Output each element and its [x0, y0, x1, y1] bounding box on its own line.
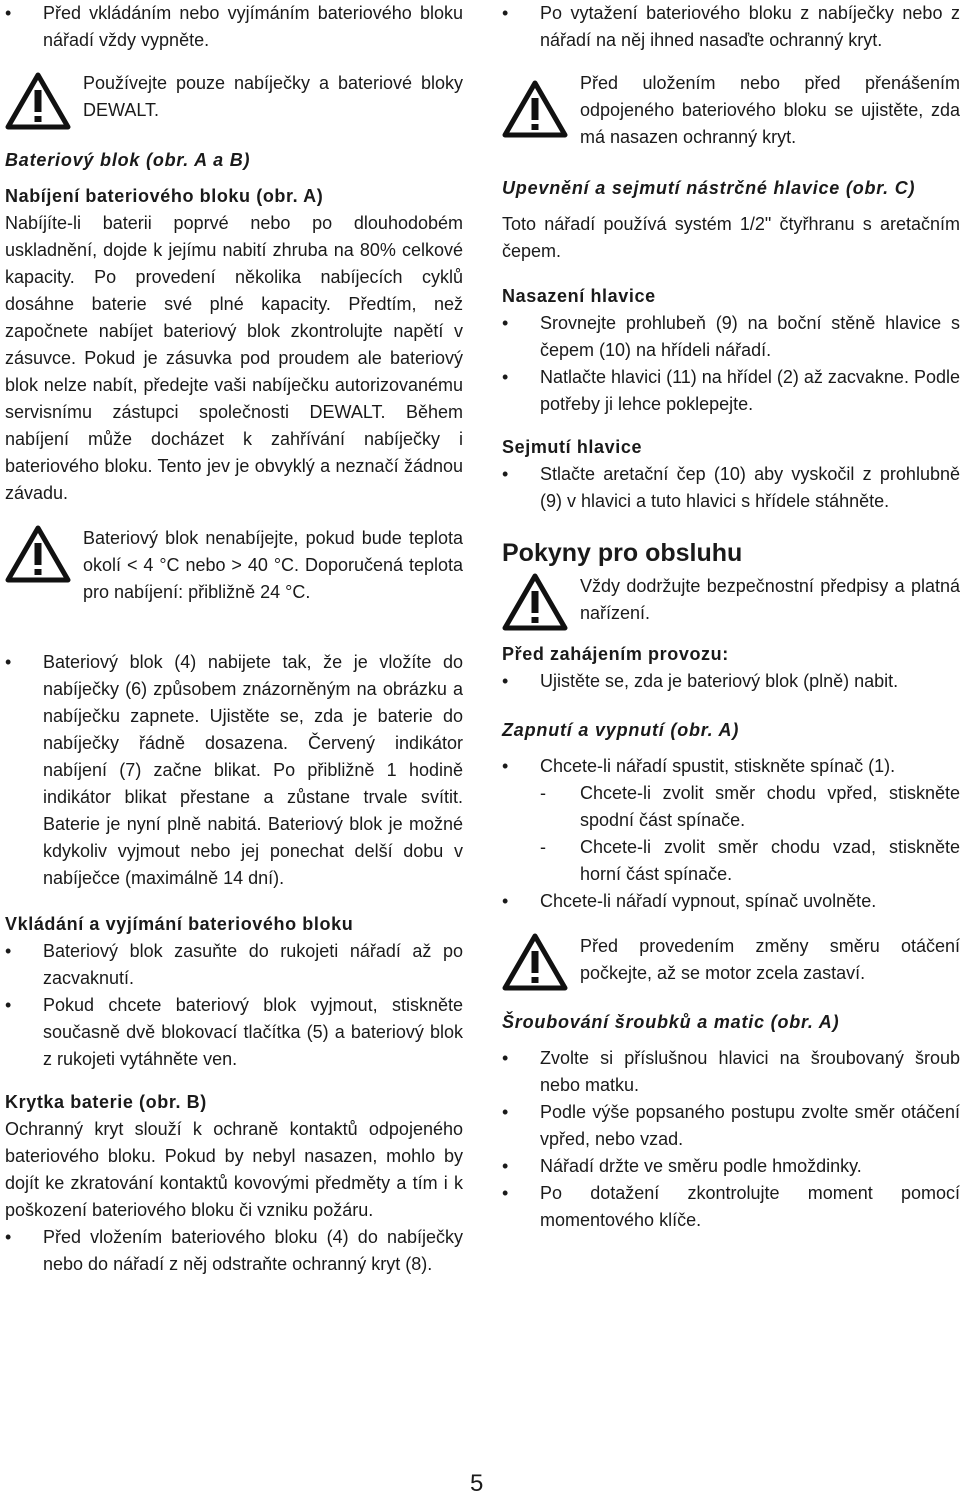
bullet-text: Před vložením bateriového bloku (4) do nabíječky nebo do nářadí z něj odstraňte ochranný kryt (8).: [43, 1227, 463, 1274]
sub-list-item: [502, 834, 960, 888]
bullet-text: Chcete-li nářadí vypnout, spínač uvolněte.: [540, 891, 877, 911]
bullet-icon: •: [5, 3, 12, 23]
section-heading: Upevnění a sejmutí nástrčné hlavice (obr. C): [502, 178, 916, 198]
warning-text: Bateriový blok nenabíjejte, pokud bude teplota okolí < 4 °C nebo > 40 °C. Doporučená teplota pro nabíjení: přibližně 24 °C.: [83, 528, 463, 602]
bullet-text: Natlačte hlavici (11) na hřídel (2) až zacvakne. Podle potřeby ji lehce poklepejte.: [540, 367, 960, 414]
bullet-text: Po dotažení zkontrolujte moment pomocí momentového klíče.: [540, 1183, 960, 1230]
bullet-icon: •: [502, 3, 509, 23]
dash-icon: -: [540, 783, 546, 803]
section-heading: Bateriový blok (obr. A a B): [5, 150, 251, 170]
warning-motor: [502, 933, 960, 997]
warning-rules: [502, 573, 960, 637]
bullet-icon: •: [502, 367, 509, 387]
sub-list-item: [502, 780, 960, 834]
section-heading: Šroubování šroubků a matic (obr. A): [502, 1012, 840, 1032]
list-item: [502, 1045, 960, 1099]
section-title: Pokyny pro obsluhu: [502, 539, 743, 567]
list-item: [502, 1099, 960, 1153]
warning-icon: [5, 525, 71, 583]
paragraph: Toto nářadí používá systém 1/2" čtyřhranu s aretačním čepem.: [502, 214, 960, 261]
bullet-text: Srovnejte prohlubeň (9) na boční stěně hlavice s čepem (10) na hřídeli nářadí.: [540, 313, 960, 360]
warning-cover: [502, 70, 960, 151]
list-item: [5, 1224, 463, 1278]
paragraph: Nabíjíte-li baterii poprvé nebo po dlouhodobém uskladnění, dojde k jejímu nabití zhruba na 80% celkové kapacity. Po provedení několika nabíjecích cyklů dosáhne baterie své plné kapacity. Předtím, než započnete nabíjet bateriový blok zkontrolujte napětí v zásuvce. Pokud je zásuvka pod proudem ale bateriový blok nelze nabít, předejte vaši nabíječku autorizovanému servisnímu zástupci společnosti DEWALT. Během nabíjení může docházet k zahřívání nabíječky i bateriového bloku. Tento jev je obvyklý a neznačí žádnou závadu.: [5, 213, 463, 503]
bullet-text: Bateriový blok (4) nabijete tak, že je vložíte do nabíječky (6) způsobem znázorněným na obrázku a nabíječku zapnete. Ujistěte se, zda je baterie do nabíječky řádně dosazena. Červený indikátor nabíjení (7) začne blikat. Po přibližně 1 hodině indikátor blikat přestane a zůstane trvale svítit. Baterie je nyní plně nabitá. Bateriový blok je možné kdykoliv vyjmout nebo jej ponechat delší dobu v nabíječce (maximálně 14 dní).: [43, 652, 463, 888]
dash-icon: -: [540, 837, 546, 857]
warning-icon: [502, 573, 568, 631]
bullet-icon: •: [502, 891, 509, 911]
list-item: [502, 888, 960, 915]
list-item: [502, 668, 960, 695]
bullet-icon: •: [502, 1183, 509, 1203]
section-heading: Před zahájením provozu:: [502, 644, 729, 664]
list-item: [502, 1153, 960, 1180]
warning-icon: [5, 72, 71, 130]
bullet-icon: •: [5, 941, 12, 961]
warning-icon: [502, 80, 568, 138]
section-heading: Nasazení hlavice: [502, 286, 656, 306]
bullet-text: Nářadí držte ve směru podle hmoždinky.: [540, 1156, 862, 1176]
bullet-icon: •: [502, 671, 509, 691]
warning-icon: [502, 933, 568, 991]
section-heading: Vkládání a vyjímání bateriového bloku: [5, 914, 354, 934]
section-heading: Nabíjení bateriového bloku (obr. A): [5, 186, 324, 206]
section-heading: Sejmutí hlavice: [502, 437, 643, 457]
warning-brand: [5, 70, 463, 134]
warning-text: Před provedením změny směru otáčení počkejte, až se motor zcela zastaví.: [580, 936, 960, 983]
bullet-text: Bateriový blok zasuňte do rukojeti nářadí až po zacvaknutí.: [43, 941, 463, 988]
list-item: [5, 0, 463, 54]
list-item: [502, 364, 960, 418]
paragraph: Ochranný kryt slouží k ochraně kontaktů odpojeného bateriového bloku. Pokud by nebyl nasazen, mohlo by dojít ke zkratování kontaktů kovovými předměty a tím i k poškození bateriového bloku či vzniku požáru.: [5, 1119, 463, 1220]
left-column: [5, 0, 463, 1278]
bullet-icon: •: [502, 313, 509, 333]
list-item: [5, 938, 463, 992]
bullet-text: Podle výše popsaného postupu zvolte směr otáčení vpřed, nebo vzad.: [540, 1102, 960, 1149]
list-item: [5, 992, 463, 1073]
bullet-icon: •: [5, 652, 12, 672]
section-heading: Zapnutí a vypnutí (obr. A): [502, 720, 740, 740]
sub-item-text: Chcete-li zvolit směr chodu vzad, stiskněte horní část spínače.: [580, 837, 960, 884]
section-heading: Krytka baterie (obr. B): [5, 1092, 207, 1112]
bullet-text: Zvolte si příslušnou hlavici na šroubovaný šroub nebo matku.: [540, 1048, 960, 1095]
bullet-text: Stlačte aretační čep (10) aby vyskočil z prohlubně (9) v hlavici a tuto hlavici s hřídele stáhněte.: [540, 464, 960, 511]
list-item: [502, 753, 960, 780]
list-item: [502, 1180, 960, 1234]
bullet-text: Po vytažení bateriového bloku z nabíječky nebo z nářadí na něj ihned nasaďte ochranný kryt.: [540, 3, 960, 50]
warning-text: Před uložením nebo před přenášením odpojeného bateriového bloku se ujistěte, zda má nasazen ochranný kryt.: [580, 73, 960, 147]
right-column: [502, 0, 960, 1234]
sub-item-text: Chcete-li zvolit směr chodu vpřed, stiskněte spodní část spínače.: [580, 783, 960, 830]
page-number: 5: [470, 1470, 484, 1497]
bullet-icon: •: [5, 995, 12, 1015]
bullet-icon: •: [502, 756, 509, 776]
warning-text: Vždy dodržujte bezpečnostní předpisy a platná nařízení.: [580, 576, 960, 623]
bullet-icon: •: [502, 1102, 509, 1122]
bullet-icon: •: [502, 1048, 509, 1068]
bullet-text: Před vkládáním nebo vyjímáním bateriového bloku nářadí vždy vypněte.: [43, 3, 463, 50]
list-item: [502, 461, 960, 515]
warning-text: Používejte pouze nabíječky a bateriové bloky DEWALT.: [83, 73, 463, 120]
warning-temperature: [5, 525, 463, 633]
list-item: [502, 0, 960, 54]
bullet-text: Pokud chcete bateriový blok vyjmout, stiskněte současně dvě blokovací tlačítka (5) a bateriový blok z rukojeti vytáhněte ven.: [43, 995, 463, 1069]
bullet-icon: •: [502, 464, 509, 484]
list-item: [502, 310, 960, 364]
list-item: [5, 649, 463, 892]
bullet-icon: •: [502, 1156, 509, 1176]
bullet-icon: •: [5, 1227, 12, 1247]
bullet-text: Ujistěte se, zda je bateriový blok (plně) nabit.: [540, 671, 899, 691]
bullet-text: Chcete-li nářadí spustit, stiskněte spínač (1).: [540, 756, 896, 776]
